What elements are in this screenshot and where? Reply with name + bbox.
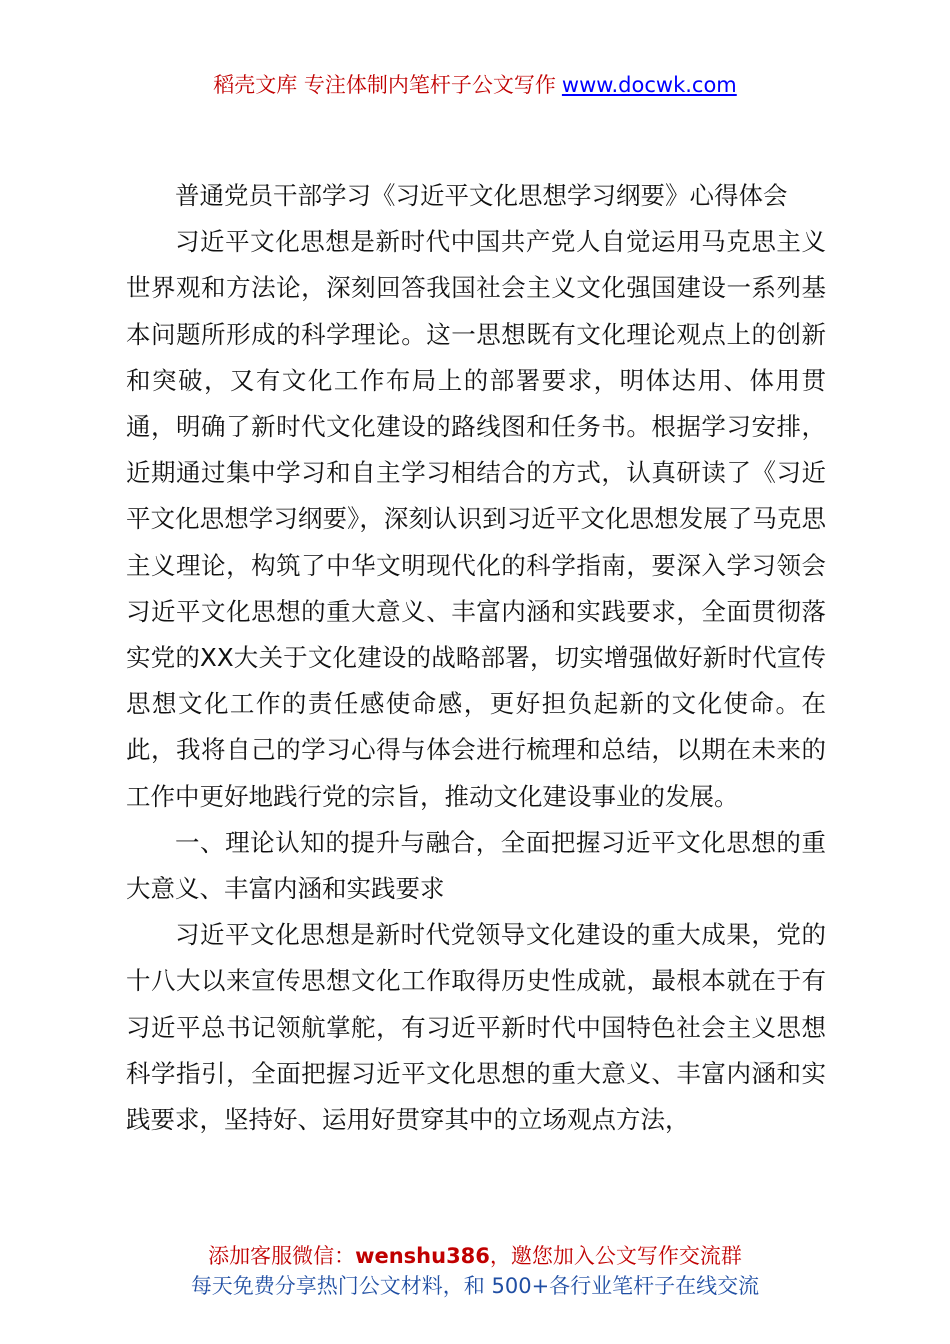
page-header xyxy=(0,70,950,100)
paragraph-section-1: 习近平文化思想是新时代党领导文化建设的重大成果，党的十八大以来宣传思想文化工作取得历史性成就，最根本就在于有习近平总书记领航掌舵，有习近平新时代中国特色社会主义思想科学指引，全面把握习近平文化思想的重大意义、丰富内涵和实践要求，坚持好、运用好贯穿其中的立场观点方法， xyxy=(126,920,826,1135)
document-title: 普通党员干部学习《习近平文化思想学习纲要》心得体会 xyxy=(175,181,788,210)
footer-promo-line: 每天免费分享热门公文材料，和 500+各行业笔杆子在线交流 xyxy=(190,1274,760,1298)
document-body xyxy=(126,173,826,1143)
footer-prefix: 添加客服微信： xyxy=(208,1244,356,1268)
header-tagline: 稻壳文库 专注体制内笔杆子公文写作 xyxy=(213,73,556,97)
footer-contact-line xyxy=(0,1241,950,1271)
website-link[interactable]: www.docwk.com xyxy=(561,73,737,97)
page-footer xyxy=(0,1241,950,1301)
section-heading-1: 一、理论认知的提升与融合，全面把握习近平文化思想的重大意义、丰富内涵和实践要求 xyxy=(126,827,826,904)
wechat-id: wenshu386 xyxy=(355,1244,490,1268)
footer-suffix: ，邀您加入公文写作交流群 xyxy=(489,1244,742,1268)
paragraph-intro: 习近平文化思想是新时代中国共产党人自觉运用马克思主义世界观和方法论，深刻回答我国社会主义文化强国建设一系列基本问题所形成的科学理论。这一思想既有文化理论观点上的创新和突破，又有文化工作布局上的部署要求，明体达用、体用贯通，明确了新时代文化建设的路线图和任务书。根据学习安排，近期通过集中学习和自主学习相结合的方式，认真研读了《习近平文化思想学习纲要》，深刻认识到习近平文化思想发展了马克思主义理论，构筑了中华文明现代化的科学指南，要深入学习领会习近平文化思想的重大意义、丰富内涵和实践要求，全面贯彻落实党的XX大关于文化建设的战略部署，切实增强做好新时代宣传思想文化工作的责任感使命感，更好担负起新的文化使命。在此，我将自己的学习心得与体会进行梳理和总结，以期在未来的工作中更好地践行党的宗旨，推动文化建设事业的发展。 xyxy=(126,227,826,811)
